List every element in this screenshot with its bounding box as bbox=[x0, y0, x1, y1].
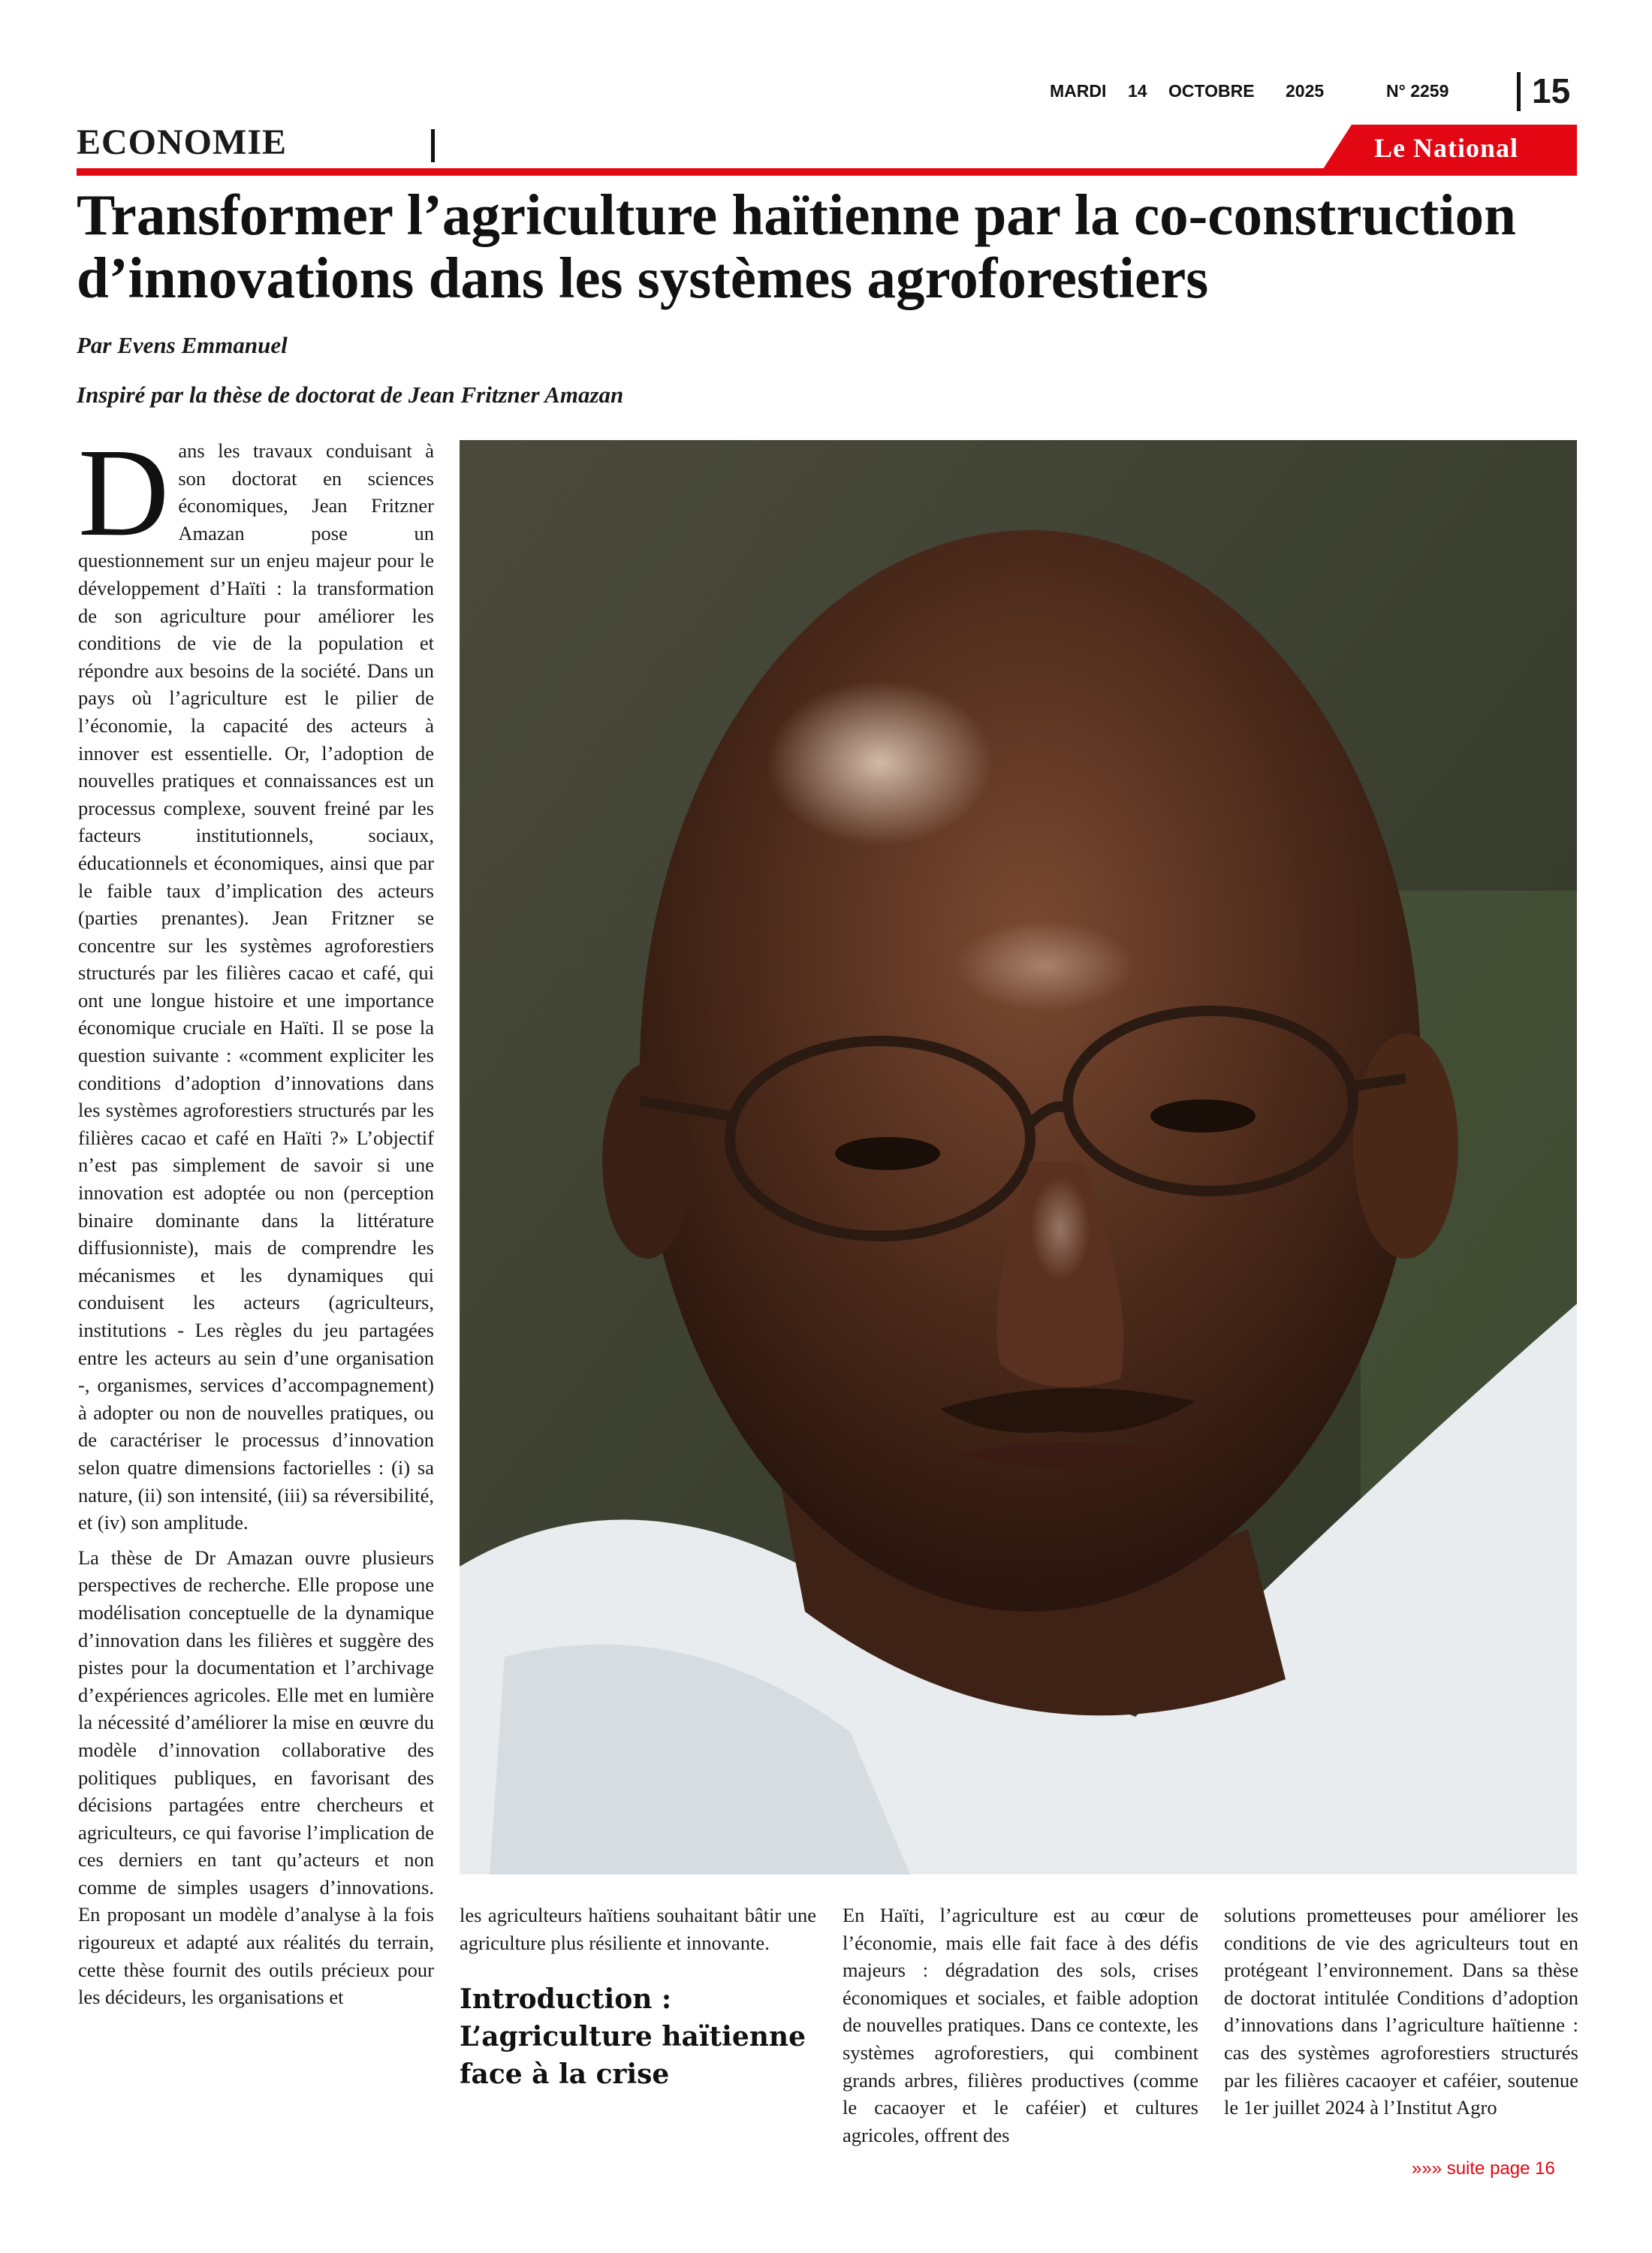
article-inspired-by: Inspiré par la thèse de doctorat de Jean Fritzner Amazan bbox=[77, 382, 624, 408]
section-divider bbox=[431, 129, 435, 162]
page-number-divider bbox=[1517, 72, 1521, 111]
article-column-2 bbox=[460, 1902, 816, 2093]
article-byline: Par Evens Emmanuel bbox=[77, 332, 288, 358]
section-label: ECONOMIE bbox=[77, 122, 288, 162]
article-column-3 bbox=[843, 1902, 1198, 2156]
header-issue: N° 2259 bbox=[1386, 81, 1449, 101]
portrait-photo bbox=[460, 440, 1577, 1874]
drop-cap: D bbox=[78, 423, 170, 562]
article-title: Transformer l’agriculture haïtienne par la co-construction d’innovations dans les systèmes agroforestiers bbox=[77, 182, 1516, 310]
continued-on-link[interactable]: »»» suite page 16 bbox=[1412, 2158, 1555, 2179]
article-column-4 bbox=[1224, 1902, 1578, 2129]
header-year: 2025 bbox=[1286, 81, 1325, 101]
header-day: MARDI bbox=[1050, 81, 1107, 101]
paragraph-5: solutions prometteuses pour améliorer les conditions de vie des agriculteurs tout en protégeant l’environnement. Dans sa thèse de doctorat intitulée Conditions d’adoption d’innovations dans l’agriculture haïtienne : cas des systèmes agroforestiers structurés par les filières cacaoyer et caféier, soutenue le 1er juillet 2024 à l’Institut Agro bbox=[1224, 1904, 1578, 2119]
article-column-1 bbox=[78, 423, 434, 2019]
paragraph-2: La thèse de Dr Amazan ouvre plusieurs perspectives de recherche. Elle propose une modélisation conceptuelle de la dynamique d’innovation dans les filières et suggère des pistes pour la documentation et l’archivage d’expériences agricoles. Elle met en lumière la nécessité d’améliorer la mise en œuvre du modèle d’innovation collaborative des politiques publiques, en favorisant des décisions partagées entre chercheurs et agriculteurs, ce qui favorise l’implication de ces derniers en tant qu’acteurs et non comme de simples usagers d’innovations. En proposant un modèle d’analyse à la fois rigoureux et adapté aux réalités du terrain, cette thèse fournit des outils précieux pour les décideurs, les organisations et bbox=[78, 1546, 434, 2009]
brand-name: Le National bbox=[1374, 133, 1519, 163]
intro-paragraph bbox=[78, 423, 434, 1537]
section-subhead: Introduction : L’agriculture haïtienne face à la crise bbox=[460, 1983, 806, 2091]
paragraph-4: En Haïti, l’agriculture est au cœur de l’économie, mais elle fait face à des défis majeurs : dégradation des sols, crises économiques et sociales, et faible adoption de nouvelles pratiques. Dans ce contexte, les systèmes agroforestiers, qui combinent grands arbres, filières productives (comme le cacaoyer et le caféier) et cultures agricoles, offrent des bbox=[843, 1904, 1198, 2146]
header-month: OCTOBRE bbox=[1168, 81, 1255, 101]
page-number: 15 bbox=[1532, 71, 1571, 110]
header-date: 14 bbox=[1128, 81, 1147, 101]
intro-text: ans les travaux conduisant à son doctorat en sciences économiques, Jean Fritzner Amazan pose un questionnement sur un enjeu majeur pour le développement d’Haïti : la transformation de son agriculture pour améliorer les conditions de vie de la population et répondre aux besoins de la société. Dans un pays où l’agriculture est le pilier de l’économie, la capacité des acteurs à innover est essentielle. Or, l’adoption de nouvelles pratiques et connaissances est un processus complexe, souvent freiné par les facteurs institutionnels, sociaux, éducationnels et économiques, ainsi que par le faible taux d’implication des acteurs (parties prenantes). Jean Fritzner se concentre sur les systèmes agroforestiers structurés par les filières cacao et café, qui ont une longue histoire et une importance économique cruciale en Haïti. Il se pose la question suivante : «comment expliciter les conditions d’adoption d’innovations dans les systèmes agroforestiers structurés par les filières cacao et café en Haïti ?» L’objectif n’est pas simplement de savoir si une innovation est adoptée ou non (perception binaire dominante dans la littérature diffusionniste), mais de comprendre les mécanismes et les dynamiques qui conduisent les acteurs (agriculteurs, institutions - Les règles du jeu partagées entre les acteurs au sein d’une organisation -, organismes, services d’accompagnement) à adopter ou non de nouvelles pratiques, ou de caractériser le processus d’innovation selon quatre dimensions factorielles : (i) sa nature, (ii) son intensité, (iii) sa réversibilité, et (iv) son amplitude. bbox=[78, 439, 434, 1534]
paragraph-3: les agriculteurs haïtiens souhaitant bâtir une agriculture plus résiliente et innovante. bbox=[460, 1904, 816, 1954]
